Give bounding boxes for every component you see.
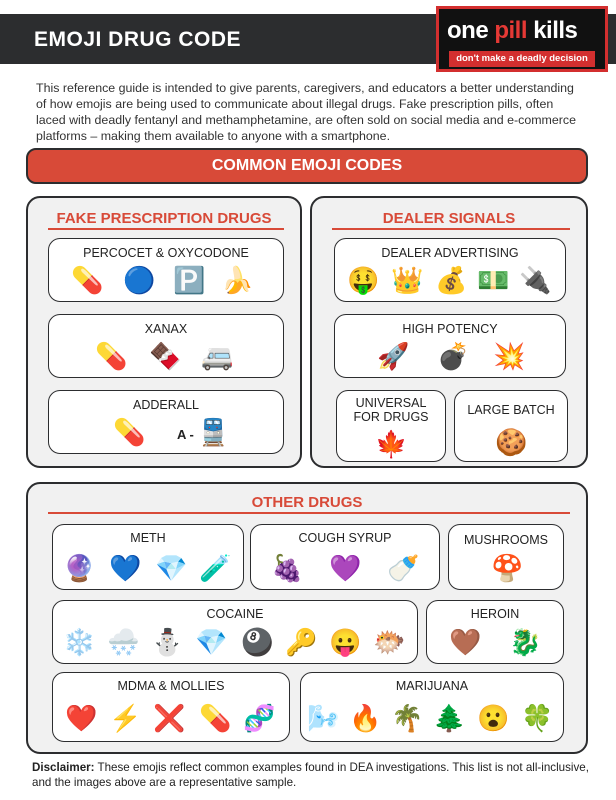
pill-icon: 💊	[199, 703, 232, 733]
pill-icon: 💊	[71, 265, 104, 295]
box-title: COCAINE	[206, 607, 264, 621]
panel-title: FAKE PRESCRIPTION DRUGS	[56, 210, 272, 227]
baby-bottle-icon: 🍼	[387, 553, 420, 583]
crystal-ball-icon: 🔮	[63, 553, 96, 583]
lightning-icon: ⚡	[109, 703, 142, 733]
intro-paragraph: This reference guide is intended to give parents, caregivers, and educators a better understanding of how emojis are being used to communicate about illegal drugs. Fake prescription pills, often laced with deadly fentanyl and methamphetamine, are often sold on social media and e-commerce platforms – making them available to anyone with a smartphone.	[36, 81, 576, 143]
gem-icon: 💎	[155, 553, 188, 583]
cough-syrup-box	[250, 524, 440, 590]
box-title: ADDERALL	[133, 398, 199, 412]
red-heart-icon: ❤️	[65, 703, 98, 733]
heroin-box	[426, 600, 564, 664]
box-title: XANAX	[144, 322, 188, 336]
fake-prescription-panel	[26, 196, 302, 468]
meth-box	[52, 524, 244, 590]
snowflake-icon: ❄️	[63, 627, 96, 657]
collision-icon: 💥	[493, 341, 526, 371]
panel-title: OTHER DRUGS	[251, 494, 363, 511]
pool-8-ball-icon: 🎱	[241, 627, 274, 657]
money-mouth-face-icon: 🤑	[347, 265, 380, 295]
brown-heart-icon: 🤎	[449, 627, 482, 657]
box-title: MDMA & MOLLIES	[117, 679, 225, 693]
cookie-icon: 🍪	[495, 427, 528, 457]
dna-icon: 🧬	[243, 703, 276, 733]
logo-word-kills: kills	[533, 17, 578, 44]
section-banner: COMMON EMOJI CODES	[26, 148, 588, 184]
rocket-icon: 🚀	[377, 341, 410, 371]
large-batch-box	[454, 390, 568, 462]
four-leaf-clover-icon: 🍀	[521, 703, 554, 733]
disclaimer-text: These emojis reflect common examples found in DEA investigations. This list is not all-inclusive, and the images above are a representative sample.	[32, 761, 589, 789]
logo-tagline: don't make a deadly decision	[449, 51, 595, 67]
marijuana-box	[300, 672, 564, 742]
disclaimer-label: Disclaimer:	[32, 761, 95, 774]
chocolate-bar-icon: 🍫	[149, 341, 182, 371]
xanax-box	[48, 314, 284, 378]
percocet-box	[48, 238, 284, 302]
maple-leaf-icon: 🍁	[375, 429, 408, 459]
grapes-icon: 🍇	[271, 553, 304, 583]
wind-face-icon: 🌬️	[307, 703, 340, 733]
box-title: HEROIN	[470, 607, 520, 621]
divider	[48, 228, 284, 230]
key-icon: 🔑	[285, 627, 318, 657]
pill-icon: 💊	[95, 341, 128, 371]
box-title: LARGE BATCH	[467, 403, 555, 417]
dealer-signals-panel	[310, 196, 588, 468]
page-title: EMOJI DRUG CODE	[34, 28, 242, 51]
parking-sign-icon: 🅿️	[173, 265, 206, 295]
logo-word-pill: pill	[494, 17, 534, 44]
logo-wordmark	[447, 17, 577, 45]
logo-word-one: one	[447, 17, 495, 44]
disclaimer	[32, 760, 592, 790]
electric-plug-icon: 🔌	[519, 265, 552, 295]
snowman-icon: ⛄	[151, 627, 184, 657]
universal-for-drugs-box	[336, 390, 446, 462]
box-title: METH	[130, 531, 166, 545]
box-title: COUGH SYRUP	[298, 531, 392, 545]
minibus-icon: 🚐	[201, 341, 234, 371]
divider	[48, 512, 570, 514]
fire-icon: 🔥	[349, 703, 382, 733]
train-icon: 🚆	[197, 417, 230, 447]
mushroom-icon: 🍄	[491, 553, 524, 583]
other-drugs-panel	[26, 482, 588, 754]
purple-heart-icon: 💜	[329, 553, 362, 583]
box-title: PERCOCET & OXYCODONE	[83, 246, 249, 260]
pill-icon: 💊	[113, 417, 146, 447]
crown-icon: 👑	[391, 265, 424, 295]
cloud-with-snow-icon: 🌨️	[107, 627, 140, 657]
dragon-icon: 🐉	[509, 627, 542, 657]
box-title: MARIJUANA	[395, 679, 469, 693]
blue-circle-icon: 🔵	[123, 265, 156, 295]
panel-title: DEALER SIGNALS	[382, 210, 516, 227]
mdma-box	[52, 672, 290, 742]
mushrooms-box	[448, 524, 564, 590]
banana-icon: 🍌	[221, 265, 254, 295]
box-title-line1: UNIVERSAL	[355, 396, 427, 410]
box-title-line2: FOR DRUGS	[353, 410, 429, 424]
gem-icon: 💎	[195, 627, 228, 657]
box-title: DEALER ADVERTISING	[381, 246, 519, 260]
test-tube-icon: 🧪	[199, 553, 232, 583]
adderall-box	[48, 390, 284, 454]
bomb-icon: 💣	[437, 341, 470, 371]
cross-mark-icon: ❌	[153, 703, 186, 733]
divider	[332, 228, 570, 230]
blowfish-icon: 🐡	[373, 627, 406, 657]
blue-heart-icon: 💙	[109, 553, 142, 583]
one-pill-kills-logo	[436, 6, 608, 72]
dealer-advertising-box	[334, 238, 566, 302]
evergreen-tree-icon: 🌲	[433, 703, 466, 733]
face-with-tongue-icon: 😛	[329, 627, 362, 657]
letter-a-label: A -	[177, 427, 194, 442]
box-title: HIGH POTENCY	[402, 322, 498, 336]
box-title: MUSHROOMS	[463, 533, 549, 547]
palm-tree-icon: 🌴	[391, 703, 424, 733]
money-bag-icon: 💰	[435, 265, 468, 295]
cocaine-box	[52, 600, 418, 664]
dollar-bill-icon: 💵	[477, 265, 510, 295]
high-potency-box	[334, 314, 566, 378]
astonished-face-icon: 😮	[477, 703, 510, 733]
